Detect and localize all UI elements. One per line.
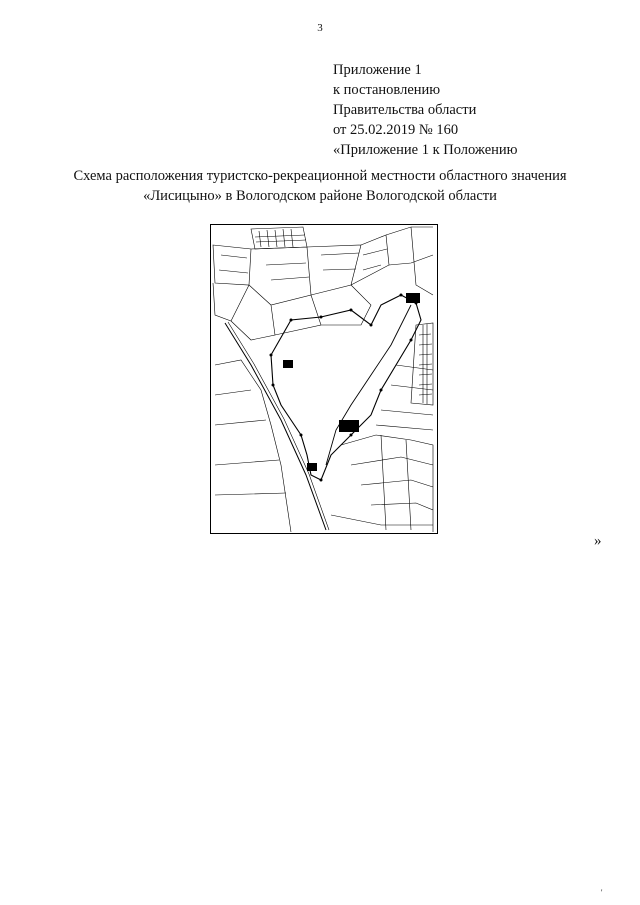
map-survey-point	[272, 384, 275, 387]
map-area-boundary	[271, 295, 421, 480]
map-village-east	[411, 323, 433, 405]
map-field-parcels	[213, 235, 389, 340]
appendix-line-2: к постановлению	[333, 82, 441, 98]
map-point-cluster	[406, 293, 420, 303]
location-map	[210, 224, 438, 534]
document-title-line-1: Схема расположения туристско-рекреационной местности областного значения	[73, 168, 567, 184]
map-survey-point	[350, 309, 353, 312]
map-settlement-grid	[251, 227, 307, 249]
closing-quote: »	[594, 533, 602, 549]
map-east-boundary	[386, 227, 433, 295]
map-survey-point	[320, 316, 323, 319]
appendix-line-1: Приложение 1	[333, 62, 422, 78]
map-point-cluster	[283, 360, 293, 368]
map-internal-road	[326, 305, 411, 465]
map-survey-point	[290, 319, 293, 322]
map-point-cluster	[339, 420, 359, 432]
map-survey-point	[400, 294, 403, 297]
map-survey-point	[380, 389, 383, 392]
bottom-mark: '	[601, 888, 603, 897]
map-lower-parcels	[331, 435, 433, 532]
map-field-lines	[219, 249, 387, 280]
location-map-drawing	[211, 225, 436, 532]
map-survey-point	[370, 324, 373, 327]
document-title	[0, 166, 640, 206]
document-title-line-2: «Лисицыно» в Вологодском районе Вологодской области	[143, 188, 497, 204]
map-survey-point	[300, 434, 303, 437]
appendix-reference	[333, 60, 518, 160]
map-railway	[225, 323, 326, 530]
map-survey-point	[410, 339, 413, 342]
map-survey-point	[350, 434, 353, 437]
map-left-parcels	[215, 360, 291, 532]
appendix-line-3: Правительства области	[333, 102, 477, 118]
map-point-cluster	[307, 463, 317, 471]
appendix-line-5: «Приложение 1 к Положению	[333, 142, 518, 158]
appendix-line-4: от 25.02.2019 № 160	[333, 122, 459, 138]
map-survey-point	[270, 354, 273, 357]
map-survey-point	[320, 479, 323, 482]
page-number: 3	[317, 22, 323, 34]
